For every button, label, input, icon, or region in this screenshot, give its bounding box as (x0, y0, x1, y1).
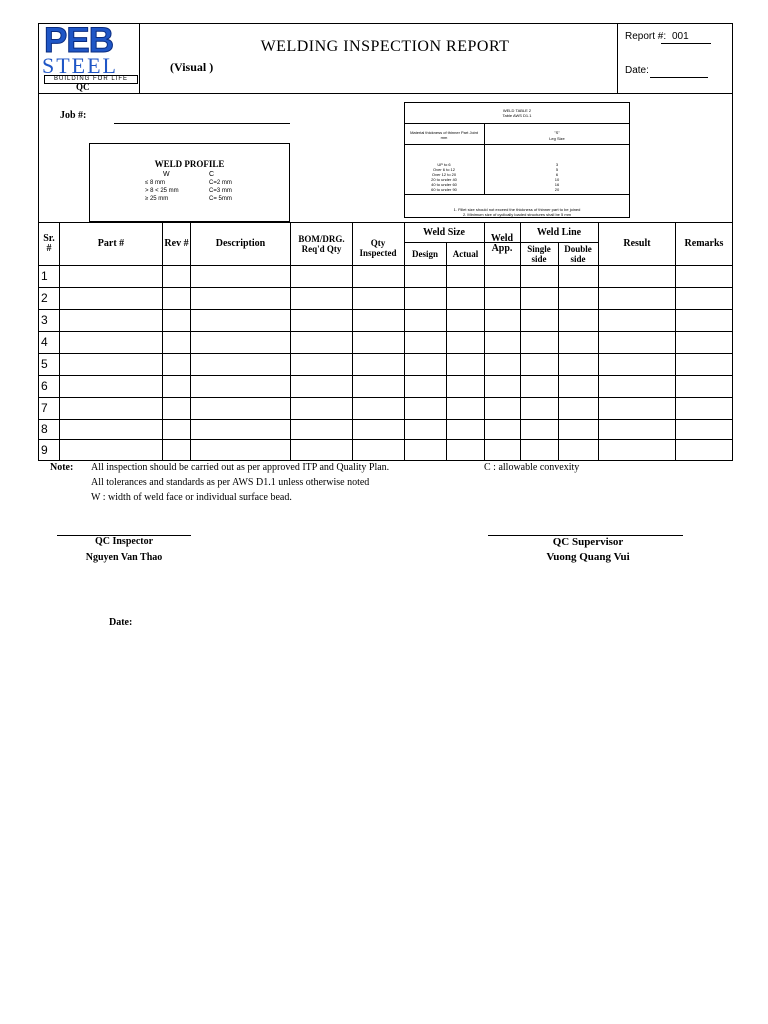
company-logo-name: STEEL (42, 53, 118, 78)
weld-table-note-1: 1. Fillet size should not exceed the thickness of thinner part to be joined (453, 207, 581, 212)
grid-row-rule (38, 439, 733, 440)
weld-table-col2-header-b: Leg Size (549, 136, 565, 141)
report-date-field[interactable] (650, 77, 708, 78)
col-header-bom: BOM/DRG. Req'd Qty (298, 234, 345, 254)
weld-profile-c-1: C=2 mm (209, 180, 232, 186)
weld-table-box (404, 102, 630, 218)
header-divider (38, 93, 733, 94)
notes-label: Note: (50, 462, 74, 473)
row-number: 7 (41, 401, 48, 415)
report-date-label: Date: (625, 65, 649, 76)
weld-profile-w-2: > 8 < 25 mm (145, 188, 179, 194)
col-header-weld-app: Weld App. (490, 233, 514, 254)
weld-table-col2-header-a: "S" (554, 130, 560, 135)
note-convexity: C : allowable convexity (484, 462, 580, 473)
signature-date-label: Date: (109, 617, 133, 628)
report-subtitle: (Visual ) (170, 60, 214, 74)
grid-row-rule (38, 331, 733, 332)
grid-row-rule (38, 375, 733, 376)
weld-table-rule-2 (404, 144, 630, 145)
report-number-underline (661, 43, 711, 44)
grid-col-rule (558, 242, 559, 461)
col-header-design: Design (411, 249, 438, 259)
note-line-2: All tolerances and standards as per AWS D1.1 unless otherwise noted (91, 477, 370, 488)
weld-table-title: WELD TABLE 2 (502, 108, 532, 113)
row-number: 8 (41, 422, 48, 436)
weld-table-thickness: Over 12 to 20 (431, 172, 457, 177)
col-header-rev: Rev # (164, 238, 189, 249)
weld-table-rule-1 (404, 123, 630, 124)
weld-profile-col-w: W (163, 171, 170, 178)
col-header-weld-line: Weld Line (536, 226, 582, 238)
inspector-name: Nguyen Van Thao (85, 552, 163, 563)
department-label: QC (76, 82, 90, 92)
supervisor-title: QC Supervisor (552, 536, 624, 548)
row-number: 9 (41, 443, 48, 457)
weld-table-leg-size: 5 (555, 167, 559, 172)
grid-row-rule (38, 419, 733, 420)
weld-table-leg-size: 10 (554, 177, 560, 182)
weld-profile-w-3: ≥ 25 mm (145, 196, 169, 202)
weld-table-leg-size: 16 (554, 182, 560, 187)
weld-table-thickness-list (404, 162, 484, 192)
col-header-description: Description (215, 238, 266, 249)
grid-col-rule (446, 242, 447, 461)
report-number-field[interactable]: 001 (672, 31, 689, 42)
grid-col-rule (520, 222, 521, 461)
weld-table-thickness: 20 to under 40 (431, 177, 457, 182)
col-header-single-side: Single side (527, 244, 551, 264)
weld-table-thickness: 40 to under 60 (431, 182, 457, 187)
company-logo-brand: PEB (44, 21, 113, 60)
weld-table-thickness: 60 to under 90 (431, 187, 457, 192)
weld-table-leg-size-list (484, 162, 630, 192)
weld-profile-w-1: ≤ 8 mm (145, 180, 165, 186)
row-number: 4 (41, 335, 48, 349)
grid-col-rule (290, 222, 291, 461)
row-number: 5 (41, 357, 48, 371)
row-number: 3 (41, 313, 48, 327)
note-line-1: All inspection should be carried out as per approved ITP and Quality Plan. (91, 462, 390, 473)
weld-table-rule-3 (404, 194, 630, 195)
col-header-double-side: Double side (564, 244, 592, 264)
weld-profile-c-3: C= 5mm (209, 196, 232, 202)
row-number: 1 (41, 269, 48, 283)
job-number-label: Job #: (60, 110, 87, 121)
grid-col-rule (352, 222, 353, 461)
weld-table-leg-size: 6 (555, 172, 559, 177)
grid-row-rule (38, 287, 733, 288)
logo-divider (139, 23, 140, 93)
row-number: 2 (41, 291, 48, 305)
col-header-actual: Actual (452, 249, 479, 259)
weld-table-subtitle: Table AWS D1.1 (502, 113, 532, 118)
weld-profile-c-2: C=3 mm (209, 188, 232, 194)
grid-row-rule (38, 353, 733, 354)
col-header-sr: Sr. # (43, 233, 55, 254)
col-header-part: Part # (97, 238, 125, 249)
weld-profile-title: WELD PROFILE (154, 159, 225, 169)
weld-table-thickness: Over 6 to 12 (432, 167, 455, 172)
grid-header-rule (38, 265, 733, 266)
inspector-title: QC Inspector (94, 536, 154, 547)
supervisor-name: Vuong Quang Vui (546, 551, 630, 563)
col-header-qty: Qty Inspected (359, 238, 397, 258)
weld-table-note-2: 2. Minimum size of cyclically loaded structures shall be 5 mm (462, 212, 572, 217)
row-number: 6 (41, 379, 48, 393)
weld-table-col1-header: Material thickness of thinner Part Joint mm (410, 130, 478, 140)
weld-profile-box (89, 143, 290, 222)
grid-row-rule (38, 397, 733, 398)
grid-col-rule (59, 222, 60, 461)
col-header-weld-size: Weld Size (423, 226, 465, 238)
job-number-field[interactable] (114, 123, 290, 124)
report-box-divider (617, 23, 618, 93)
report-number-label: Report #: (625, 31, 667, 42)
grid-row-rule (38, 309, 733, 310)
col-header-remarks: Remarks (684, 238, 724, 249)
weld-table-leg-size: 20 (554, 187, 560, 192)
grid-top-rule (38, 222, 733, 223)
grid-col-rule (484, 222, 485, 461)
weld-table-leg-size: 3 (555, 162, 559, 167)
note-line-3: W : width of weld face or individual surface bead. (91, 492, 292, 503)
col-header-result: Result (623, 238, 651, 249)
weld-table-thickness: UP to 6 (437, 162, 451, 167)
company-logo-tagline: BUILDING FOR LIFE (44, 75, 138, 84)
weld-profile-col-c: C (209, 171, 215, 178)
report-title: WELDING INSPECTION REPORT (260, 38, 510, 55)
